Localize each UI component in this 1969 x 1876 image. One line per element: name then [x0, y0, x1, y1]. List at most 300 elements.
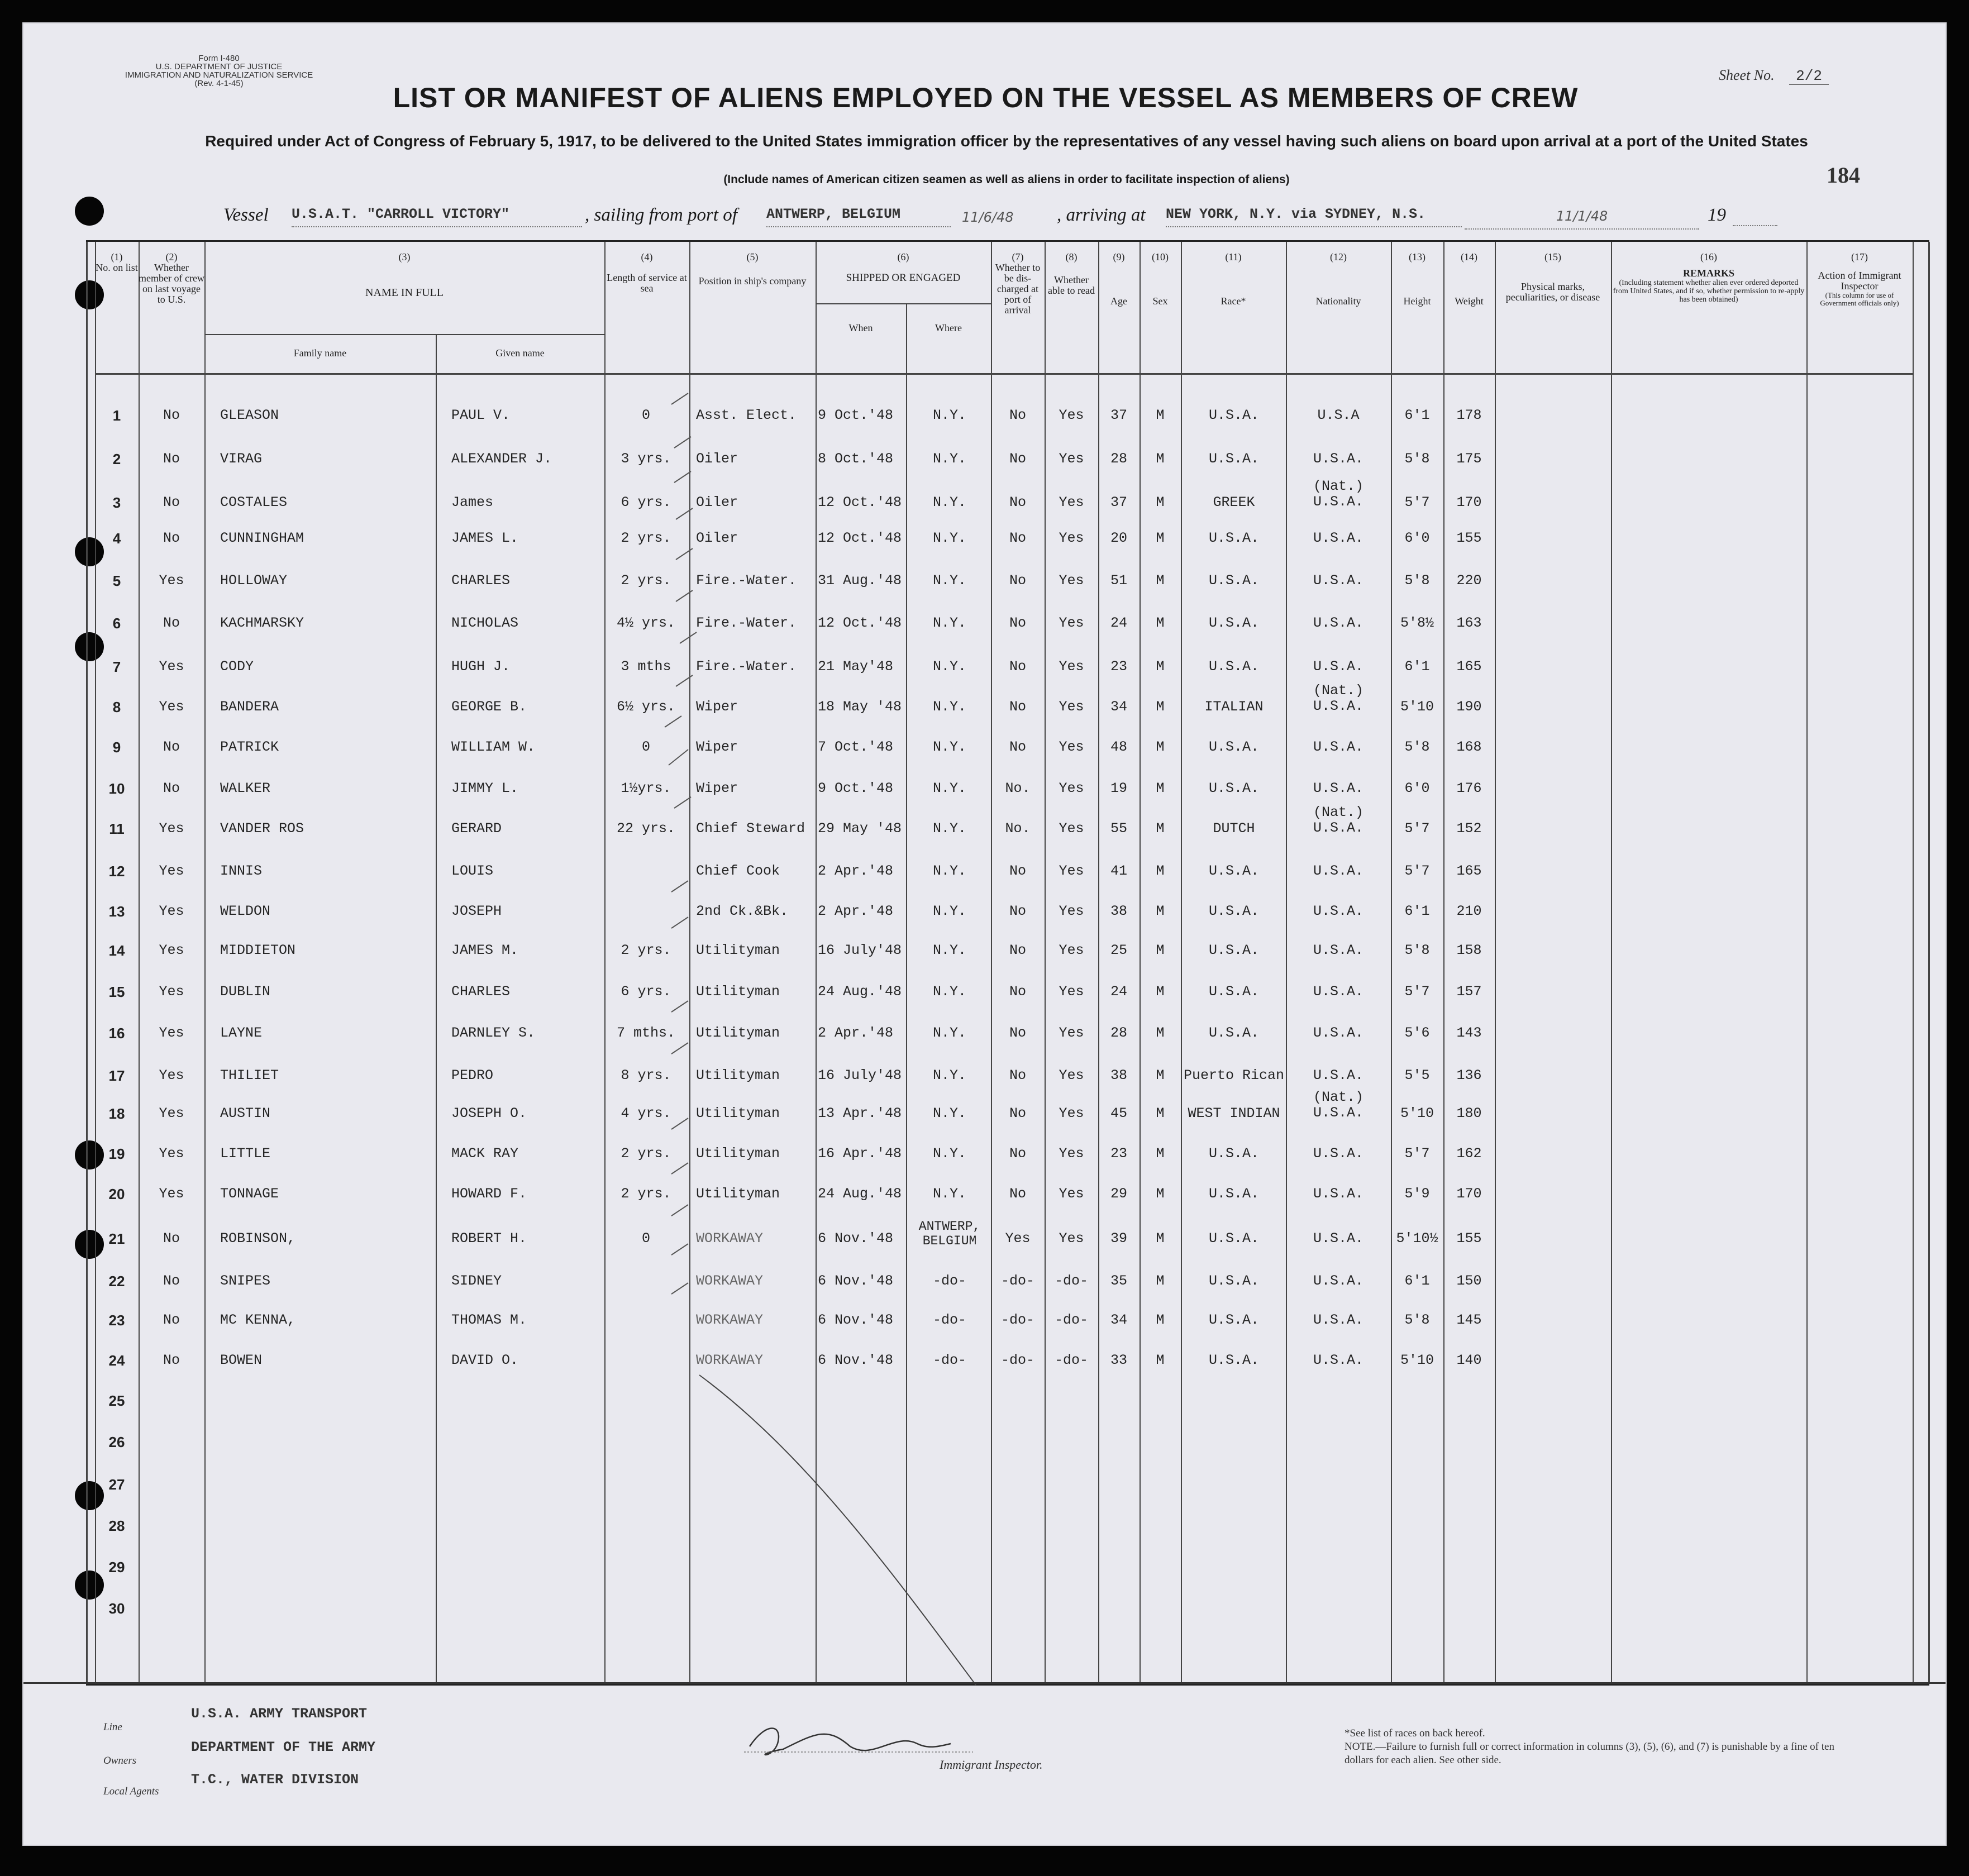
- cell-position: Oiler: [696, 451, 738, 467]
- cell-family: BOWEN: [220, 1352, 263, 1368]
- cell-height: 5'7: [1404, 984, 1430, 1000]
- cell-race: U.S.A.: [1208, 780, 1259, 796]
- cell-weight: 163: [1456, 615, 1482, 631]
- form-number: Form I-480: [198, 54, 240, 63]
- cell-when: 18 May '48: [818, 699, 902, 715]
- cell-age: 39: [1110, 1230, 1127, 1247]
- cell-position: Wiper: [696, 780, 738, 796]
- cell-read: Yes: [1059, 572, 1084, 589]
- cell-last: Yes: [159, 1105, 184, 1121]
- cell-age: 28: [1110, 451, 1127, 467]
- cell-read: Yes: [1059, 530, 1084, 546]
- agents-value: T.C., WATER DIVISION: [191, 1772, 359, 1788]
- cell-position: Asst. Elect.: [696, 407, 797, 423]
- col7-label: Whether to be dis-charged at port of arrival: [995, 262, 1041, 316]
- cell-race: WEST INDIAN: [1188, 1105, 1280, 1121]
- cell-family: MIDDIETON: [220, 942, 296, 958]
- cell-where: N.Y.: [932, 739, 966, 755]
- empty-row-number: 27: [108, 1476, 125, 1493]
- cell-service: 6½ yrs.: [616, 699, 676, 715]
- cell-race: U.S.A.: [1208, 530, 1259, 546]
- cell-nat: (Nat.) U.S.A.: [1313, 1089, 1363, 1121]
- cell-last: No: [163, 1273, 180, 1289]
- cell-disch: No: [1009, 658, 1026, 675]
- cell-age: 37: [1110, 407, 1127, 423]
- cell-where: N.Y.: [932, 984, 966, 1000]
- inclusion-note: (Include names of American citizen seamen as well as aliens in order to facilitate inspection of aliens): [723, 173, 1290, 186]
- cell-nat: U.S.A.: [1313, 1067, 1363, 1083]
- cell-age: 34: [1110, 699, 1127, 715]
- row-number: 19: [108, 1145, 125, 1162]
- cell-given: PEDRO: [451, 1067, 494, 1083]
- row-number: 16: [108, 1025, 125, 1042]
- cell-family: BANDERA: [220, 699, 279, 715]
- sheet-label: Sheet No.: [1719, 67, 1775, 83]
- cell-sex: M: [1156, 1145, 1165, 1162]
- cell-disch: -do-: [1000, 1312, 1034, 1328]
- cell-read: Yes: [1059, 699, 1084, 715]
- cell-where: N.Y.: [932, 494, 966, 510]
- cell-age: 45: [1110, 1105, 1127, 1121]
- row-number: 8: [112, 699, 121, 715]
- cell-nat: U.S.A.: [1313, 739, 1363, 755]
- cell-read: Yes: [1059, 820, 1084, 837]
- cell-sex: M: [1156, 494, 1165, 510]
- cell-weight: 143: [1456, 1025, 1482, 1041]
- cell-race: U.S.A.: [1208, 903, 1259, 919]
- col12-num: (12): [1330, 251, 1347, 262]
- cell-disch: No: [1009, 739, 1026, 755]
- cell-age: 38: [1110, 1067, 1127, 1083]
- cell-service: 3 yrs.: [621, 451, 671, 467]
- cell-position: Utilityman: [696, 984, 780, 1000]
- cell-weight: 168: [1456, 739, 1482, 755]
- cell-last: Yes: [159, 572, 184, 589]
- cell-disch: No: [1009, 1067, 1026, 1083]
- cell-age: 51: [1110, 572, 1127, 589]
- cell-when: 24 Aug.'48: [818, 1186, 902, 1202]
- col14-label: Weight: [1455, 295, 1484, 307]
- cell-family: DUBLIN: [220, 984, 271, 1000]
- empty-row-number: 29: [108, 1559, 125, 1576]
- cell-when: 12 Oct.'48: [818, 530, 902, 546]
- given-name-header: Given name: [495, 347, 545, 359]
- col6-num: (6): [897, 251, 909, 262]
- col8-label: Whether able to read: [1048, 274, 1095, 296]
- col16-label: REMARKS: [1682, 268, 1734, 279]
- cell-family: CUNNINGHAM: [220, 530, 304, 546]
- cell-read: Yes: [1059, 1186, 1084, 1202]
- page-title: LIST OR MANIFEST OF ALIENS EMPLOYED ON THE VESSEL AS MEMBERS OF CREW: [393, 82, 1579, 113]
- cell-sex: M: [1156, 1186, 1165, 1202]
- row-number: 2: [112, 451, 121, 467]
- cell-height: 5'8: [1404, 1312, 1430, 1328]
- service-name: IMMIGRATION AND NATURALIZATION SERVICE: [125, 70, 313, 80]
- cell-position: Utilityman: [696, 1067, 780, 1083]
- form-revision: (Rev. 4-1-45): [194, 79, 244, 88]
- col8-num: (8): [1065, 251, 1078, 262]
- cell-position: Utilityman: [696, 942, 780, 958]
- cell-given: JOSEPH: [451, 903, 502, 919]
- cell-height: 5'10: [1400, 699, 1434, 715]
- cell-nat: (Nat.) U.S.A.: [1313, 804, 1363, 836]
- cell-weight: 170: [1456, 1186, 1482, 1202]
- cell-disch: No: [1009, 494, 1026, 510]
- col3-num: (3): [398, 251, 411, 262]
- line-value: U.S.A. ARMY TRANSPORT: [191, 1706, 368, 1722]
- row-number: 17: [108, 1067, 125, 1084]
- col5-num: (5): [746, 251, 759, 262]
- cell-weight: 220: [1456, 572, 1482, 589]
- cell-nat: U.S.A.: [1313, 1312, 1363, 1328]
- cell-sex: M: [1156, 407, 1165, 423]
- cell-disch: No: [1009, 1105, 1026, 1121]
- cell-race: U.S.A.: [1208, 451, 1259, 467]
- cell-family: AUSTIN: [220, 1105, 271, 1121]
- cell-disch: No: [1009, 942, 1026, 958]
- cell-age: 29: [1110, 1186, 1127, 1202]
- cell-height: 5'7: [1404, 1145, 1430, 1162]
- row-number: 9: [112, 739, 121, 756]
- cell-sex: M: [1156, 451, 1165, 467]
- cell-where: N.Y.: [932, 615, 966, 631]
- cell-family: LITTLE: [220, 1145, 271, 1162]
- cell-disch: No: [1009, 451, 1026, 467]
- cell-last: No: [163, 1352, 180, 1368]
- cell-service: 4½ yrs.: [616, 615, 676, 631]
- cell-race: ITALIAN: [1204, 699, 1264, 715]
- cell-family: SNIPES: [220, 1273, 271, 1289]
- cell-age: 41: [1110, 863, 1127, 879]
- cell-race: U.S.A.: [1208, 407, 1259, 423]
- cell-service: 2 yrs.: [621, 572, 671, 589]
- cell-position: Wiper: [696, 739, 738, 755]
- cell-when: 2 Apr.'48: [818, 903, 894, 919]
- cell-service: 8 yrs.: [621, 1067, 671, 1083]
- cell-given: THOMAS M.: [451, 1312, 527, 1328]
- vessel-name: U.S.A.T. "CARROLL VICTORY": [292, 206, 582, 227]
- row-number: 1: [112, 407, 121, 424]
- cell-height: 6'0: [1404, 530, 1430, 546]
- cell-service: 0: [641, 407, 650, 423]
- cell-when: 8 Oct.'48: [818, 451, 894, 467]
- cell-age: 37: [1110, 494, 1127, 510]
- year-prefix: 19: [1708, 205, 1726, 225]
- cell-position: Fire.-Water.: [696, 658, 797, 675]
- arrival-date: 11/1/48: [1465, 208, 1699, 230]
- cell-weight: 165: [1456, 658, 1482, 675]
- cell-read: Yes: [1059, 1230, 1084, 1247]
- row-number: 18: [108, 1105, 125, 1122]
- cell-height: 5'5: [1404, 1067, 1430, 1083]
- cell-given: HUGH J.: [451, 658, 511, 675]
- cell-read: Yes: [1059, 451, 1084, 467]
- cell-sex: M: [1156, 1067, 1165, 1083]
- cell-where: N.Y.: [932, 903, 966, 919]
- cell-read: Yes: [1059, 494, 1084, 510]
- cell-family: PATRICK: [220, 739, 279, 755]
- cell-race: U.S.A.: [1208, 942, 1259, 958]
- cell-service: 3 mths: [621, 658, 671, 675]
- cell-when: 24 Aug.'48: [818, 984, 902, 1000]
- family-name-header: Family name: [293, 347, 347, 359]
- cell-when: 2 Apr.'48: [818, 1025, 894, 1041]
- race-note: *See list of races on back hereof.: [1345, 1727, 1485, 1739]
- cell-race: U.S.A.: [1208, 1230, 1259, 1247]
- col17-label: Action of Immigrant Inspector: [1818, 270, 1901, 292]
- cell-when: 9 Oct.'48: [818, 407, 894, 423]
- cell-where: N.Y.: [932, 1145, 966, 1162]
- cell-race: U.S.A.: [1208, 615, 1259, 631]
- cell-when: 29 May '48: [818, 820, 902, 837]
- cell-read: Yes: [1059, 780, 1084, 796]
- cell-position: Chief Cook: [696, 863, 780, 879]
- cell-sex: M: [1156, 1105, 1165, 1121]
- empty-row-number: 26: [108, 1434, 125, 1450]
- owners-value: DEPARTMENT OF THE ARMY: [191, 1739, 376, 1755]
- cell-position: Utilityman: [696, 1145, 780, 1162]
- cell-where: N.Y.: [932, 820, 966, 837]
- cell-sex: M: [1156, 903, 1165, 919]
- cell-where: N.Y.: [932, 572, 966, 589]
- col4-label: Length of service at sea: [607, 272, 687, 294]
- cell-height: 5'8: [1404, 572, 1430, 589]
- cell-height: 5'10: [1400, 1352, 1434, 1368]
- cell-where: N.Y.: [932, 1186, 966, 1202]
- cell-given: DAVID O.: [451, 1352, 519, 1368]
- cell-sex: M: [1156, 572, 1165, 589]
- col6-label: SHIPPED OR ENGAGED: [846, 272, 961, 284]
- row-number: 22: [108, 1273, 125, 1290]
- cell-race: U.S.A.: [1208, 1025, 1259, 1041]
- col17-num: (17): [1851, 251, 1868, 262]
- cell-when: 2 Apr.'48: [818, 863, 894, 879]
- cell-height: 5'7: [1404, 863, 1430, 879]
- cell-nat: (Nat.) U.S.A.: [1313, 478, 1363, 510]
- cell-where: N.Y.: [932, 658, 966, 675]
- cell-service: 1½yrs.: [621, 780, 671, 796]
- cell-when: 16 Apr.'48: [818, 1145, 902, 1162]
- cell-weight: 155: [1456, 1230, 1482, 1247]
- cell-service: 2 yrs.: [621, 530, 671, 546]
- cell-weight: 150: [1456, 1273, 1482, 1289]
- cell-height: 5'8: [1404, 451, 1430, 467]
- cell-nat: U.S.A.: [1313, 863, 1363, 879]
- cell-family: KACHMARSKY: [220, 615, 304, 631]
- cell-height: 5'10½: [1396, 1230, 1438, 1247]
- cell-height: 6'1: [1404, 1273, 1430, 1289]
- cell-when: 12 Oct.'48: [818, 494, 902, 510]
- handwritten-marks: [23, 23, 1947, 1846]
- col12-label: Nationality: [1315, 295, 1361, 307]
- cell-nat: U.S.A.: [1313, 1186, 1363, 1202]
- cell-where: N.Y.: [932, 942, 966, 958]
- cell-given: HOWARD F.: [451, 1186, 527, 1202]
- col10-num: (10): [1152, 251, 1169, 262]
- col9-label: Age: [1110, 295, 1127, 307]
- col4-num: (4): [641, 251, 653, 262]
- cell-nat: U.S.A.: [1313, 1352, 1363, 1368]
- cell-last: No: [163, 1230, 180, 1247]
- line-label: Line: [103, 1721, 122, 1733]
- cell-weight: 152: [1456, 820, 1482, 837]
- col2-label: Whether member of crew on last voyage to U.S.: [139, 262, 204, 305]
- cell-height: 6'1: [1404, 658, 1430, 675]
- cell-position: Oiler: [696, 494, 738, 510]
- cell-race: GREEK: [1213, 494, 1255, 510]
- cell-when: 6 Nov.'48: [818, 1352, 894, 1368]
- cell-age: 24: [1110, 984, 1127, 1000]
- cell-read: -do-: [1054, 1312, 1088, 1328]
- row-number: 6: [112, 615, 121, 632]
- cell-disch: No: [1009, 903, 1026, 919]
- cell-age: 23: [1110, 658, 1127, 675]
- cancellation-stroke: [699, 1375, 976, 1685]
- cell-read: -do-: [1054, 1273, 1088, 1289]
- cell-given: CHARLES: [451, 984, 511, 1000]
- cell-where: N.Y.: [932, 407, 966, 423]
- cell-nat: U.S.A.: [1313, 780, 1363, 796]
- cell-when: 31 Aug.'48: [818, 572, 902, 589]
- cell-sex: M: [1156, 1352, 1165, 1368]
- cell-weight: 165: [1456, 863, 1482, 879]
- cell-when: 7 Oct.'48: [818, 739, 894, 755]
- empty-row-number: 25: [108, 1392, 125, 1409]
- col10-label: Sex: [1152, 295, 1168, 307]
- cell-weight: 145: [1456, 1312, 1482, 1328]
- cell-position: Oiler: [696, 530, 738, 546]
- row-number: 20: [108, 1186, 125, 1202]
- cell-weight: 190: [1456, 699, 1482, 715]
- cell-height: 5'7: [1404, 494, 1430, 510]
- cell-weight: 175: [1456, 451, 1482, 467]
- cell-race: U.S.A.: [1208, 1273, 1259, 1289]
- col16-num: (16): [1700, 251, 1717, 262]
- cell-given: CHARLES: [451, 572, 511, 589]
- inspector-signature: [750, 1729, 951, 1755]
- cell-where: N.Y.: [932, 780, 966, 796]
- cell-race: U.S.A.: [1208, 1312, 1259, 1328]
- cell-sex: M: [1156, 739, 1165, 755]
- cell-disch: No: [1009, 530, 1026, 546]
- cell-last: Yes: [159, 699, 184, 715]
- cell-height: 5'7: [1404, 820, 1430, 837]
- when-header: When: [848, 322, 873, 333]
- cell-read: Yes: [1059, 942, 1084, 958]
- cell-where: N.Y.: [932, 1067, 966, 1083]
- row-number: 14: [108, 942, 125, 959]
- cell-position: Fire.-Water.: [696, 572, 797, 589]
- row-number: 5: [112, 572, 121, 589]
- cell-service: 7 mths.: [616, 1025, 676, 1041]
- cell-race: U.S.A.: [1208, 984, 1259, 1000]
- cell-sex: M: [1156, 1230, 1165, 1247]
- cell-disch: No: [1009, 407, 1026, 423]
- cell-family: INNIS: [220, 863, 263, 879]
- cell-when: 12 Oct.'48: [818, 615, 902, 631]
- cell-read: Yes: [1059, 1025, 1084, 1041]
- cell-read: -do-: [1054, 1352, 1088, 1368]
- cell-last: No: [163, 780, 180, 796]
- cell-age: 23: [1110, 1145, 1127, 1162]
- cell-nat: U.S.A.: [1313, 530, 1363, 546]
- manifest-page: [22, 22, 1947, 1846]
- cell-disch: No: [1009, 699, 1026, 715]
- cell-nat: U.S.A.: [1313, 1273, 1363, 1289]
- arriving-label: , arriving at: [1057, 205, 1146, 225]
- cell-disch: No: [1009, 1025, 1026, 1041]
- col15-num: (15): [1544, 251, 1561, 262]
- col1-label: No. on list: [96, 262, 138, 273]
- cell-age: 19: [1110, 780, 1127, 796]
- cell-weight: 136: [1456, 1067, 1482, 1083]
- col17-note: (This column for use of Government officials only): [1820, 291, 1899, 307]
- cell-race: Puerto Rican: [1183, 1067, 1285, 1083]
- cell-weight: 178: [1456, 407, 1482, 423]
- where-header: Where: [935, 322, 962, 333]
- page-stamp-number: 184: [1827, 163, 1860, 188]
- cell-given: JAMES L.: [451, 530, 519, 546]
- row-number: 12: [108, 863, 125, 880]
- cell-disch: No: [1009, 984, 1026, 1000]
- cell-last: No: [163, 739, 180, 755]
- cell-read: Yes: [1059, 1145, 1084, 1162]
- cell-nat: U.S.A.: [1313, 1230, 1363, 1247]
- check-marks: [665, 393, 697, 1294]
- cell-age: 35: [1110, 1273, 1127, 1289]
- cell-service: 0: [641, 739, 650, 755]
- cell-height: 6'1: [1404, 407, 1430, 423]
- cell-weight: 158: [1456, 942, 1482, 958]
- cell-family: TONNAGE: [220, 1186, 279, 1202]
- cell-service: 6 yrs.: [621, 494, 671, 510]
- cell-sex: M: [1156, 820, 1165, 837]
- footer-rule: [23, 1682, 1947, 1684]
- cell-last: No: [163, 615, 180, 631]
- cell-given: JAMES M.: [451, 942, 519, 958]
- cell-when: 16 July'48: [818, 1067, 902, 1083]
- cell-last: No: [163, 494, 180, 510]
- cell-family: WALKER: [220, 780, 271, 796]
- col11-label: Race*: [1221, 295, 1246, 307]
- cell-race: U.S.A.: [1208, 1352, 1259, 1368]
- col13-num: (13): [1409, 251, 1426, 262]
- cell-family: ROBINSON,: [220, 1230, 296, 1247]
- row-number: 10: [108, 780, 125, 797]
- cell-age: 28: [1110, 1025, 1127, 1041]
- agents-label: Local Agents: [103, 1786, 159, 1797]
- cell-given: DARNLEY S.: [451, 1025, 536, 1041]
- cell-service: 0: [641, 1230, 650, 1247]
- cell-weight: 155: [1456, 530, 1482, 546]
- cell-family: GLEASON: [220, 407, 279, 423]
- cell-when: 9 Oct.'48: [818, 780, 894, 796]
- cell-last: Yes: [159, 1145, 184, 1162]
- cell-disch: No: [1009, 572, 1026, 589]
- cell-sex: M: [1156, 942, 1165, 958]
- cell-where: N.Y.: [932, 699, 966, 715]
- cell-given: ROBERT H.: [451, 1230, 527, 1247]
- cell-read: Yes: [1059, 1067, 1084, 1083]
- cell-last: Yes: [159, 1067, 184, 1083]
- cell-last: Yes: [159, 903, 184, 919]
- col2-num: (2): [165, 251, 178, 262]
- cell-nat: U.S.A.: [1313, 572, 1363, 589]
- cell-given: James: [451, 494, 494, 510]
- cell-age: 48: [1110, 739, 1127, 755]
- cell-read: Yes: [1059, 863, 1084, 879]
- department-name: U.S. DEPARTMENT OF JUSTICE: [155, 62, 283, 71]
